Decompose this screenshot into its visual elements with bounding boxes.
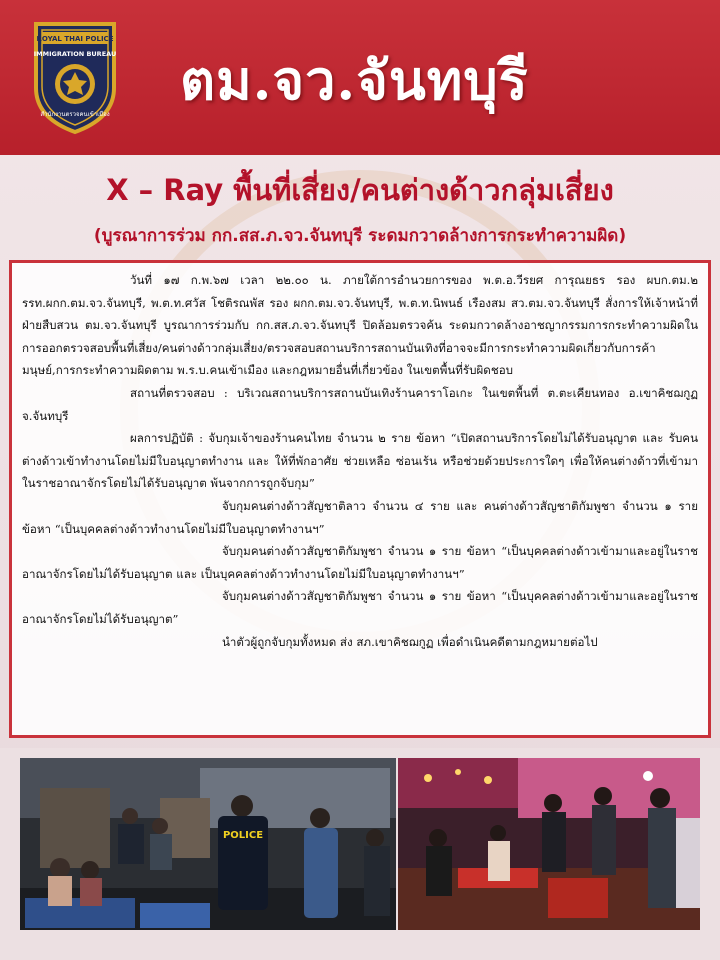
headline: X – Ray พื้นที่เสี่ยง/คนต่างด้าวกลุ่มเสี่ยง — [106, 173, 614, 207]
report-body — [9, 260, 711, 738]
immigration-badge-logo — [30, 18, 120, 136]
report-paragraph-location: สถานที่ตรวจสอบ : บริเวณสถานบริการสถานบันเทิงร้านคาราโอเกะ ในเขตพื้นที่ ต.ตะเคียนทอง อ.เขาคิชฌกูฏ จ.จันทบุรี — [22, 385, 698, 423]
report-paragraph-result-cambodia-1: จับกุมคนต่างด้าวสัญชาติกัมพูชา จำนวน ๑ ราย ข้อหา “เป็นบุคคลต่างด้าวเข้ามาและอยู่ในราชอาณาจักรโดยไม่ได้รับอนุญาต และ เป็นบุคคลต่างด้าวทำงานโดยไม่มีใบอนุญาตทำงานฯ” — [22, 544, 698, 581]
report-paragraph-result-laos: จับกุมคนต่างด้าวสัญชาติลาว จำนวน ๔ ราย และ คนต่างด้าวสัญชาติกัมพูชา จำนวน ๑ ราย ข้อหา “เป็นบุคคลต่างด้าวทำงานโดยไม่มีใบอนุญาตทำงานฯ” — [22, 498, 698, 536]
svg-text:ROYAL THAI POLICE: ROYAL THAI POLICE — [36, 35, 114, 43]
page-title: ตม.จว.จันทบุรี — [180, 48, 529, 112]
operation-photo-left — [20, 758, 396, 930]
report-paragraph-conclusion: นำตัวผู้ถูกจับกุมทั้งหมด ส่ง สภ.เขาคิชฌกูฏ เพื่อดำเนินคดีตามกฎหมายต่อไป — [222, 634, 598, 649]
report-paragraph-intro: วันที่ ๑๗ ก.พ.๖๗ เวลา ๒๒.๐๐ น. ภายใต้การอำนวยการของ พ.ต.อ.วีรยศ การุณยธร รอง ผบก.ตม.๒ รรท.ผกก.ตม.จว.จันทบุรี, พ.ต.ท.ศวัส โชติรณพัส รอง ผกก.ตม.จว.จันทบุรี, พ.ต.ท.นิพนธ์ เรืองสม สว.ตม.จว.จันทบุรี สั่งการให้เจ้าหน้าที่ฝ่ายสืบสวน ตม.จว.จันทบุรี บูรณาการร่วมกับ กก.สส.ภ.จว.จันทบุรี ปิดล้อมตรวจค้น ระดมกวาดล้างอาชญากรรมการกระทำความผิดในการออกตรวจสอบพื้นที่เสี่ยง/คนต่างด้าวกลุ่มเสี่ยง/ตรวจสอบสถานบริการสถานบันเทิงที่อาจจะมีการกระทำความผิดเกี่ยวกับการค้ามนุษย์,การกระทำความผิดตาม พ.ร.บ.คนเข้าเมือง และกฎหมายอื่นที่เกี่ยวข้อง ในเขตพื้นที่รับผิดชอบ — [22, 273, 698, 378]
header-banner — [0, 0, 720, 155]
report-paragraph-result-owners: ผลการปฏิบัติ : จับกุมเจ้าของร้านคนไทย จำนวน ๒ ราย ข้อหา “เปิดสถานบริการโดยไม่ได้รับอนุญาต และ รับคนต่างด้าวเข้าทำงานโดยไม่มีใบอนุญาตทำงาน และ ให้ที่พักอาศัย ช่วยเหลือ ซ่อนเร้น หรือช่วยด้วยประการใดๆ เพื่อให้คนต่างด้าวที่เข้ามาในราชอาณาจักรโดยไม่ได้รับอนุญาต พ้นจากการถูกจับกุม” — [22, 431, 698, 491]
subheadline: (บูรณาการร่วม กก.สส.ภ.จว.จันทบุรี ระดมกวาดล้างการกระทำความผิด) — [93, 226, 627, 246]
operation-photo-right — [398, 758, 700, 930]
report-paragraph-result-cambodia-2: จับกุมคนต่างด้าวสัญชาติกัมพูชา จำนวน ๑ ราย ข้อหา “เป็นบุคคลต่างด้าวเข้ามาและอยู่ในราชอาณาจักรโดยไม่ได้รับอนุญาต” — [22, 589, 698, 626]
svg-text:IMMIGRATION BUREAU: IMMIGRATION BUREAU — [33, 50, 117, 58]
svg-text:สำนักงานตรวจคนเข้าเมือง: สำนักงานตรวจคนเข้าเมือง — [40, 111, 110, 118]
police-vest-label: POLICE — [222, 830, 264, 841]
